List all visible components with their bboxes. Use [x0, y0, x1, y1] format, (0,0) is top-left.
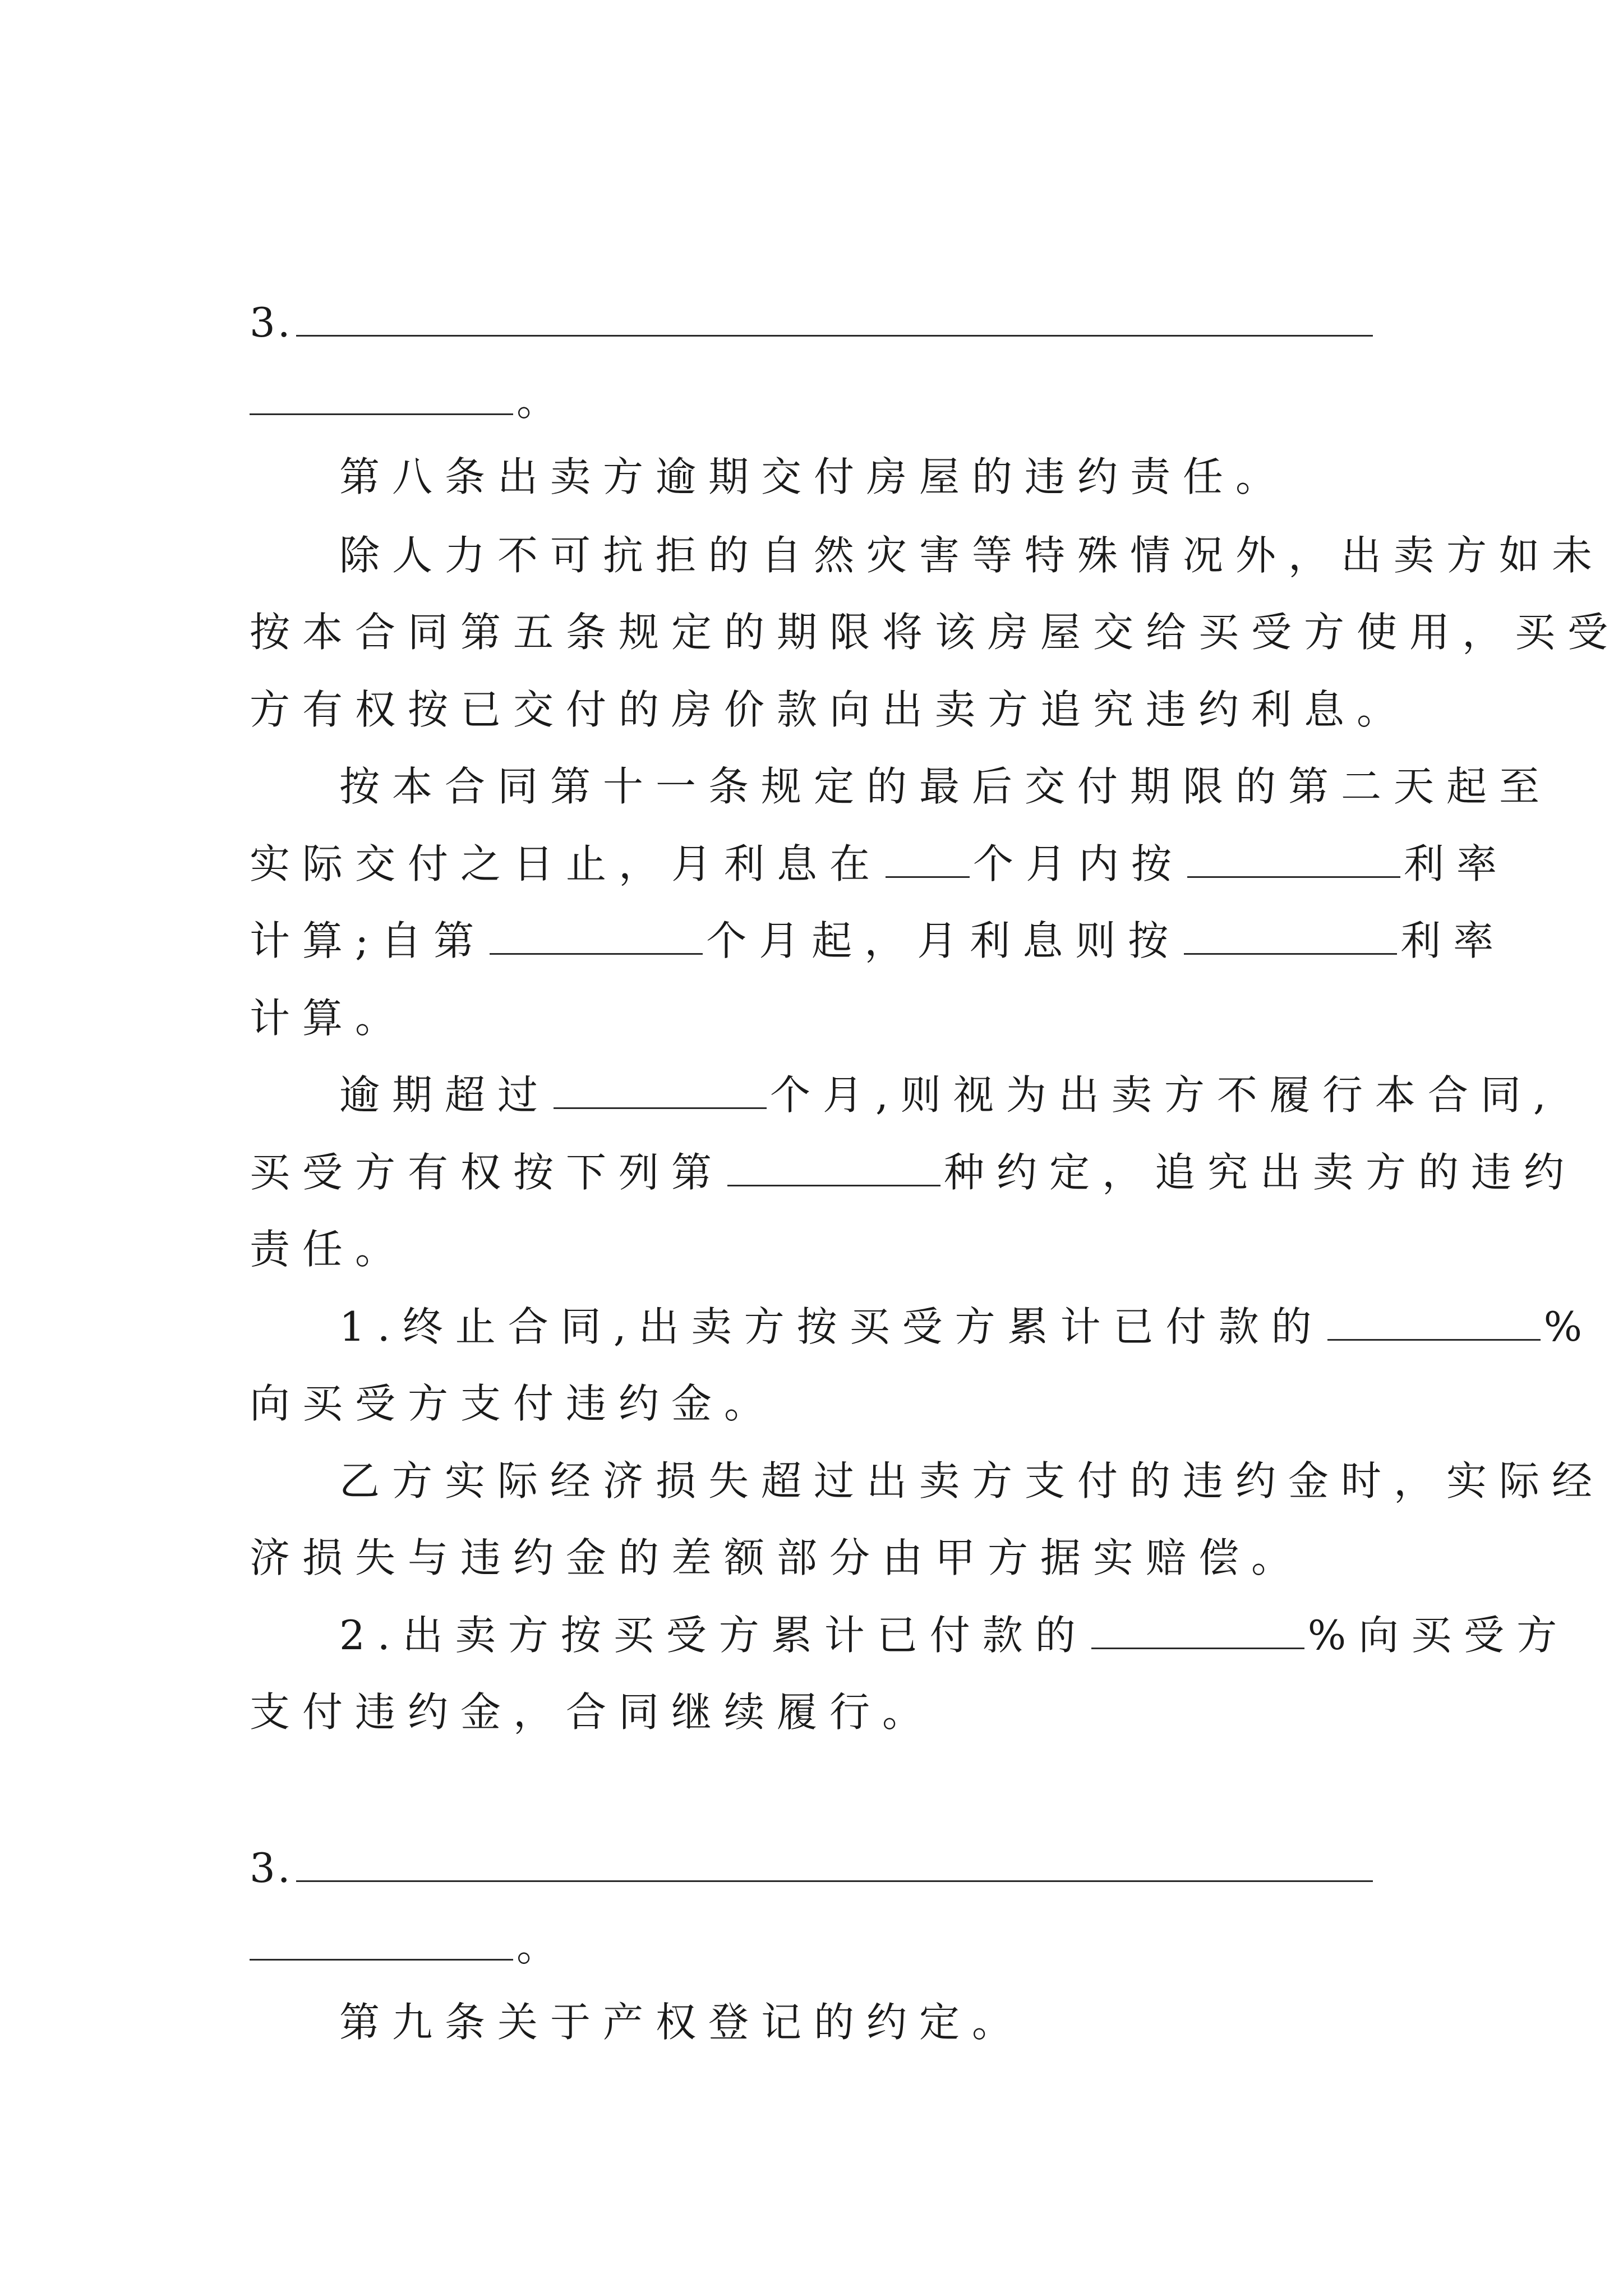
paragraph-line: 方有权按已交付的房价款向出卖方追究违约利息。	[250, 686, 1410, 733]
article-9-heading: 第九条关于产权登记的约定。	[339, 1999, 1025, 2046]
paragraph-line	[250, 822, 1510, 906]
fill-blank[interactable]	[1187, 876, 1400, 878]
fill-blank[interactable]	[296, 1880, 1373, 1882]
text-segment: 1.终止合同,出卖方按买受方累计已付款的	[339, 1303, 1324, 1350]
text-segment: 个月内按	[973, 840, 1184, 887]
paragraph-line	[339, 1053, 1559, 1137]
option-2-line	[339, 1593, 1570, 1677]
fill-blank[interactable]	[250, 1959, 513, 1961]
paragraph-line	[250, 899, 1506, 983]
period: 。	[517, 1923, 570, 1970]
fill-blank[interactable]	[1091, 1648, 1304, 1649]
fill-blank[interactable]	[886, 876, 970, 878]
paragraph-line: 济损失与违约金的差额部分由甲方据实赔偿。	[250, 1534, 1304, 1581]
fill-blank[interactable]	[1327, 1339, 1541, 1341]
item-3-top-line	[250, 280, 1394, 365]
fill-blank[interactable]	[490, 953, 703, 955]
percent-sign: %	[1543, 1303, 1595, 1350]
fill-blank[interactable]	[250, 413, 513, 415]
text-segment: %向买受方	[1307, 1612, 1570, 1659]
item-3-label: 3.	[250, 299, 293, 346]
text-segment: 逾期超过	[339, 1071, 551, 1119]
text-segment: 实际交付之日止，月利息在	[250, 840, 883, 887]
paragraph-line: 乙方实际经济损失超过出卖方支付的违约金时，实际经	[339, 1457, 1605, 1504]
item-3-top-continuation	[250, 359, 1394, 443]
text-segment: 个月,则视为出卖方不履行本合同,	[770, 1071, 1559, 1119]
item-3-bottom-continuation	[250, 1904, 1394, 1989]
text-segment: 计算;自第	[250, 917, 487, 964]
article-8-heading: 第八条出卖方逾期交付房屋的违约责任。	[339, 453, 1289, 500]
fill-blank[interactable]	[296, 335, 1373, 337]
item-3-label: 3.	[250, 1844, 293, 1892]
text-segment: 利率	[1400, 917, 1506, 964]
text-segment: 2.出卖方按买受方累计已付款的	[339, 1612, 1088, 1659]
text-segment: 买受方有权按下列第	[250, 1149, 725, 1196]
fill-blank[interactable]	[727, 1185, 940, 1186]
paragraph-line	[250, 1130, 1577, 1214]
paragraph-line: 按本合同第十一条规定的最后交付期限的第二天起至	[339, 763, 1552, 810]
paragraph-line: 按本合同第五条规定的期限将该房屋交给买受方使用，买受	[250, 609, 1621, 656]
paragraph-line: 除人力不可抗拒的自然灾害等特殊情况外，出卖方如未	[339, 532, 1605, 579]
item-3-bottom-line	[250, 1826, 1394, 1910]
period: 。	[517, 378, 570, 425]
option-2-line: 支付违约金，合同继续履行。	[250, 1688, 935, 1736]
text-segment: 利率	[1404, 840, 1510, 887]
fill-blank[interactable]	[554, 1107, 767, 1109]
option-1-line: 向买受方支付违约金。	[250, 1380, 777, 1427]
text-segment: 个月起，月利息则按	[706, 917, 1181, 964]
paragraph-line: 责任。	[250, 1226, 408, 1273]
fill-blank[interactable]	[1184, 953, 1397, 955]
option-1-line	[339, 1285, 1595, 1369]
paragraph-line: 计算。	[250, 995, 408, 1042]
text-segment: 种约定，追究出卖方的违约	[944, 1149, 1577, 1196]
